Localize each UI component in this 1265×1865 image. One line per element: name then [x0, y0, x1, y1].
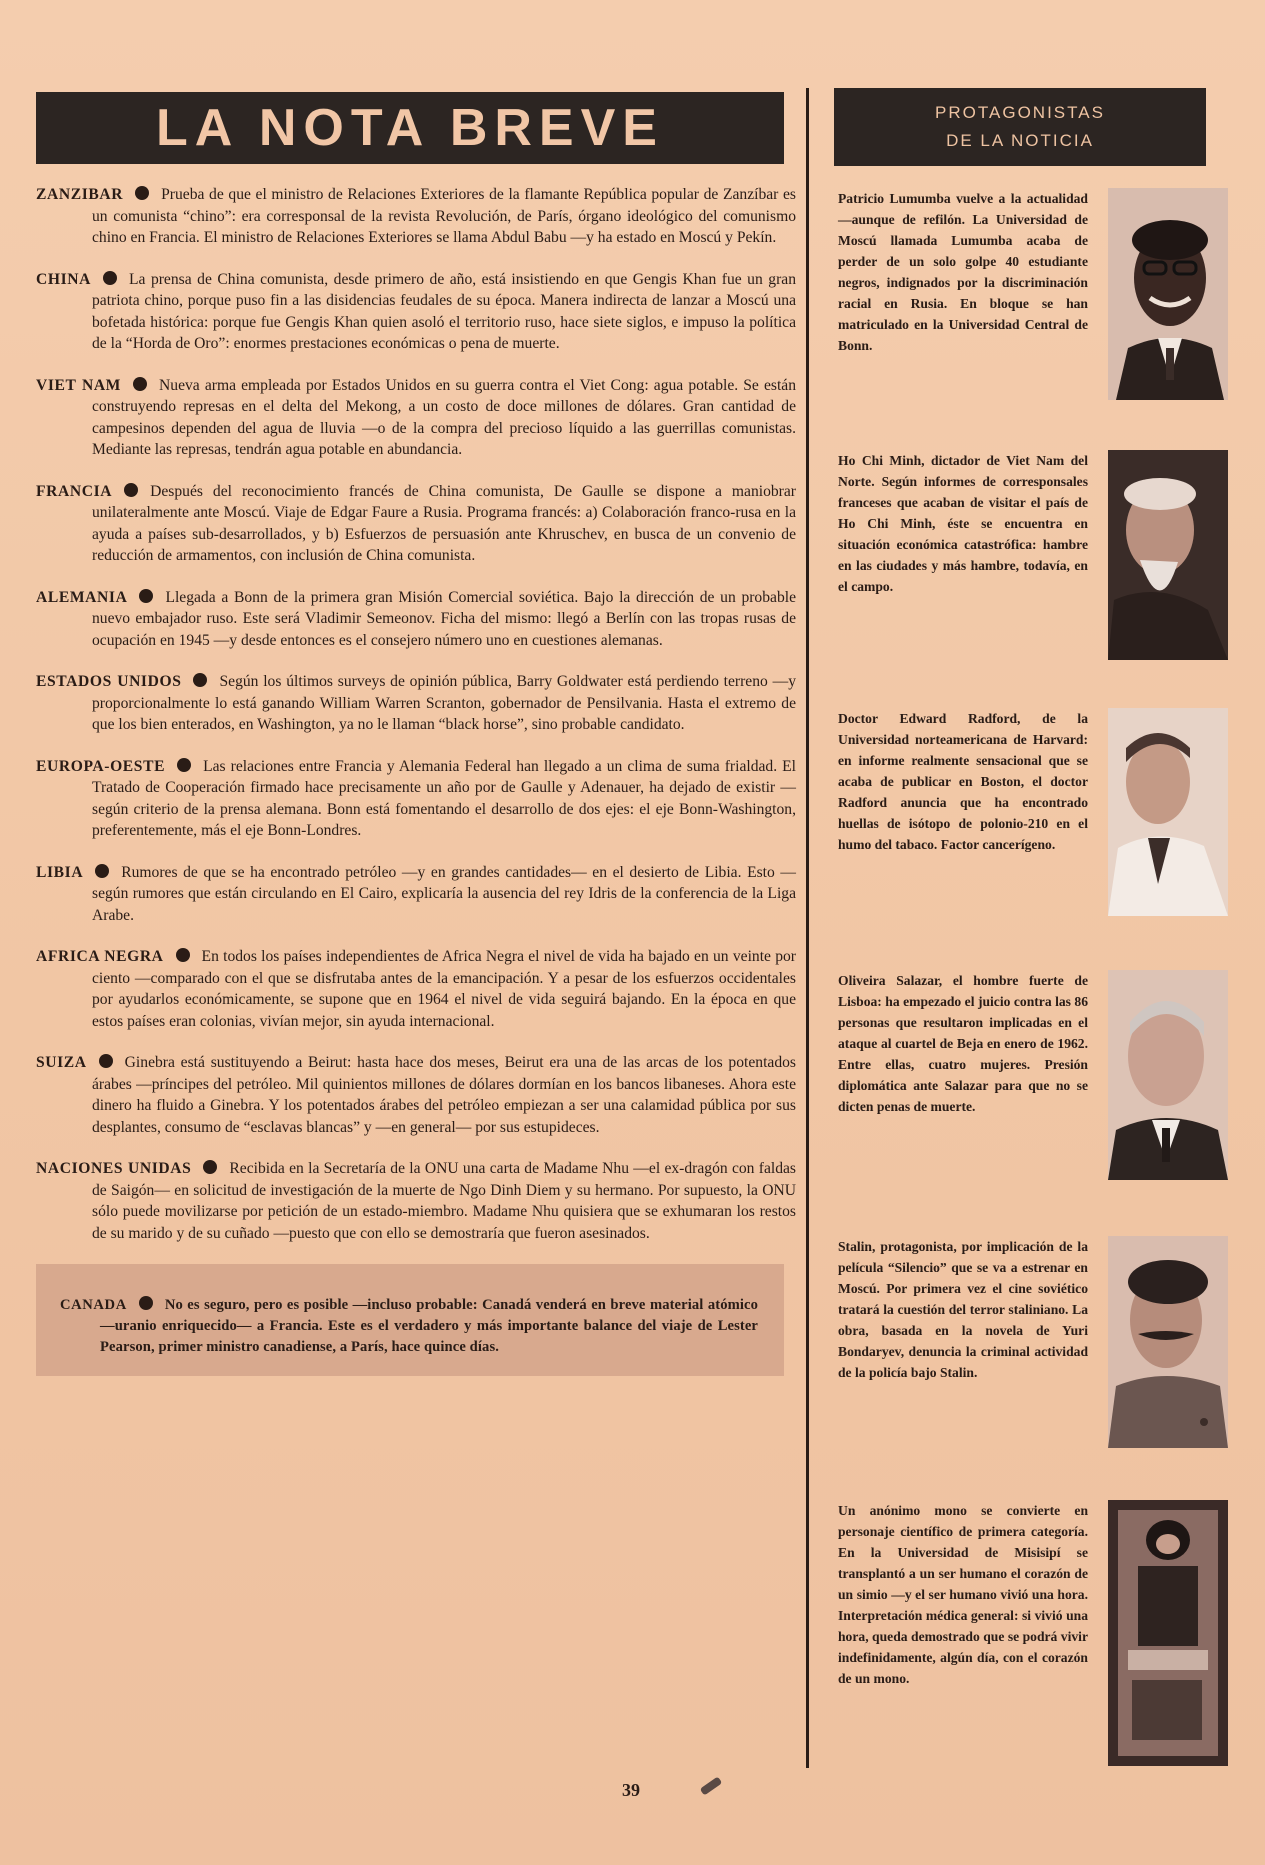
news-item-canada	[60, 1295, 758, 1358]
bullet-icon	[99, 1054, 113, 1068]
news-item-viet-nam	[36, 375, 796, 461]
news-item-naciones-unidas	[36, 1158, 796, 1244]
news-item-europa-oeste	[36, 756, 796, 842]
news-item-text: Después del reconocimiento francés de China comunista, De Gaulle se dispone a maniobrar unilateralmente ante Moscú. Viaje de Edgar Faure a Rusia. Programa francés: a) Colaboración franco-rusa en la ayuda a países sub-desarrollados, y b) Esfuerzos de persuasión ante Khruschev, en busca de un convenio de reducción de armamentos, con inclusión de China comunista.	[92, 482, 796, 564]
news-item-text: Prueba de que el ministro de Relaciones Exteriores de la flamante República popular de Zanzíbar es un comunista “chino”: era corresponsal de la revista Revolución, de París, órgano ideológico del comunismo chino en Francia. El ministro de Relaciones Exteriores se llama Abdul Babu —y ha estado en Moscú y Pekín.	[92, 186, 796, 246]
column-divider	[806, 88, 809, 1768]
profile-text: Patricio Lumumba vuelve a la actualidad —aunque de refilón. La Universidad de Moscú llamada Lumumba acaba de perder de un solo golpe 40 estudiante negros, indignados por la discriminación racial en Rusia. En bloque se han matriculado en la Universidad Central de Bonn.	[838, 191, 1088, 353]
news-item-country: LIBIA	[36, 863, 84, 881]
page-number: 39	[622, 1780, 640, 1800]
bullet-icon	[103, 271, 117, 285]
sidebar-title-line: DE LA NOTICIA	[946, 131, 1094, 150]
news-item-text: La prensa de China comunista, desde primero de año, está insistiendo en que Gengis Khan fue un gran patriota chino, porque puso fin a las disidencias feudales de su época. Manera indirecta de lanzar a Moscú una bofetada histórica: porque fue Gengis Khan quien asoló el territorio ruso, hace siete siglos, e impuso la política de la “Horda de Oro”: enormes prestaciones económicas o pena de muerte.	[92, 270, 796, 352]
portrait-icon	[1108, 1236, 1228, 1448]
news-item-alemania	[36, 587, 796, 652]
bullet-icon	[203, 1160, 217, 1174]
news-item-country: ALEMANIA	[36, 588, 128, 606]
portrait-photo	[1108, 450, 1228, 660]
sidebar-title-line: PROTAGONISTAS	[935, 103, 1105, 122]
bullet-icon	[193, 673, 207, 687]
title-banner	[36, 92, 784, 164]
profile-text: Oliveira Salazar, el hombre fuerte de Lisboa: ha empezado el juicio contra las 86 personas que resultaron implicadas en el ataque al cuartel de Beja en enero de 1962. Entre ellas, cuatro mujeres. Presión diplomática ante Salazar para que no se dicten penas de muerte.	[838, 973, 1088, 1114]
news-item-text: Rumores de que se ha encontrado petróleo —y en grandes cantidades— en el desierto de Libia. Esto —según rumores que están circulando en El Cairo, explicaría la ausencia del rey Idris de la conferencia de la Liga Arabe.	[92, 863, 796, 924]
news-item-text: En todos los países independientes de Africa Negra el nivel de vida ha bajado en un veinte por ciento —comparado con el que se disfrutaba antes de la emancipación. Y a pesar de los esfuerzos occidentales por ayudarlos económicamente, se supone que en 1964 el nivel de vida seguirá bajando. En la época en que estos países eran colonias, vivían mejor, sin ayuda internacional.	[92, 948, 796, 1030]
news-item-text: Las relaciones entre Francia y Alemania Federal han llegado a un clima de suma frialdad. El Tratado de Cooperación firmado hace precisamente un año por de Gaulle y Adenauer, ha dejado de existir —según criterio de la prensa alemana. Bonn está fomentando el desarrollo de dos ejes: el eje Bonn-Washington, preferentemente, más el eje Bonn-Londres.	[92, 757, 796, 839]
bullet-icon	[124, 483, 138, 497]
news-item-text: Nueva arma empleada por Estados Unidos en su guerra contra el Viet Cong: agua potable. Se están construyendo represas en el delta del Mekong, a un costo de doce millones de dólares. Gran cantidad de campesinos dependen del agua de lluvia —o de la compra del precioso líquido a las guerrillas comunistas. Mediante las represas, tendrán agua potable en abundancia.	[92, 376, 796, 458]
portrait-photo	[1108, 708, 1228, 916]
news-column	[36, 92, 796, 1376]
news-item-country: CHINA	[36, 270, 91, 288]
news-item-libia	[36, 862, 796, 927]
news-item-country: EUROPA-OESTE	[36, 757, 166, 775]
portrait-photo	[1108, 1500, 1228, 1766]
page-title: LA NOTA BREVE	[156, 99, 664, 157]
bullet-icon	[139, 589, 153, 603]
news-item-china	[36, 269, 796, 355]
protagonists-column	[834, 88, 1234, 1686]
news-items	[36, 184, 796, 1244]
sidebar-title-banner	[834, 88, 1206, 166]
news-item-country: SUIZA	[36, 1054, 87, 1071]
profile-text: Doctor Edward Radford, de la Universidad norteamericana de Harvard: en informe realmente sensacional que se acaba de publicar en Boston, el doctor Radford anuncia que ha encontrado huellas de isótopo de polonio-210 en el humo del tabaco. Factor cancerígeno.	[838, 711, 1088, 852]
bullet-icon	[133, 377, 147, 391]
news-item-country: AFRICA NEGRA	[36, 948, 164, 965]
portrait-icon	[1108, 1500, 1228, 1766]
portrait-photo	[1108, 970, 1228, 1180]
portrait-photo	[1108, 188, 1228, 400]
news-item-text: No es seguro, pero es posible —incluso probable: Canadá venderá en breve material atómico —uranio enriquecido— a Francia. Este es el verdadero y más importante balance del viaje de Lester Pearson, primer ministro canadiense, a París, hace quince días.	[100, 1296, 758, 1355]
portrait-photo	[1108, 1236, 1228, 1448]
canada-highlight-box	[36, 1264, 784, 1376]
news-item-text: Recibida en la Secretaría de la ONU una carta de Madame Nhu —el ex-dragón con faldas de Saigón— en solicitud de investigación de la muerte de Ngo Dinh Diem y su hermano. Por supuesto, la ONU sólo puede movilizarse por petición de un estado-miembro. Madame Nhu quisiera que se exhumaran los restos de su marido y de su cuñado —puesto que con ello se demostraría que fueron asesinados.	[92, 1160, 796, 1242]
bullet-icon	[95, 864, 109, 878]
news-item-text: Según los últimos surveys de opinión pública, Barry Goldwater está perdiendo terreno —y proporcionalmente lo está ganando William Warren Scranton, gobernador de Pensilvania. Hasta el extremo de que los bien enterados, en Washington, ya no le llaman “black horse”, sino probable candidato.	[92, 673, 796, 733]
pen-mark	[700, 1776, 723, 1795]
bullet-icon	[139, 1296, 153, 1310]
profile-text: Ho Chi Minh, dictador de Viet Nam del Norte. Según informes de corresponsales franceses que acaban de visitar el país de Ho Chi Minh, éste se encuentra en situación económica catastrófica: hambre en las ciudades y más hambre, todavía, en el campo.	[838, 453, 1088, 594]
news-item-country: ZANZIBAR	[36, 186, 124, 203]
portrait-icon	[1108, 450, 1228, 660]
news-item-text: Ginebra está sustituyendo a Beirut: hasta hace dos meses, Beirut era una de las arcas de los potentados árabes —príncipes del petróleo. Mil quinientos millones de dólares dormían en los bancos libaneses. Ahora este dinero ha fluido a Ginebra. Y los potentados árabes del petróleo empiezan a ser una calamidad pública por sus desplantes, consumo de “esclavas blancas” y —en general— por sus estupideces.	[92, 1054, 796, 1136]
portrait-icon	[1108, 188, 1228, 400]
news-item-country: VIET NAM	[36, 376, 122, 394]
profile-text: Un anónimo mono se convierte en personaje científico de primera categoría. En la Universidad de Misisipí se transplantó a un ser humano el corazón de un simio —y el ser humano vivió una hora. Interpretación médica general: si vivió una hora, queda demostrado que se podrá vivir indefinidamente, algún día, con el corazón de un mono.	[838, 1503, 1088, 1686]
news-item-africa-negra	[36, 946, 796, 1032]
news-item-country: CANADA	[60, 1296, 127, 1313]
news-item-country: FRANCIA	[36, 482, 113, 500]
news-item-francia	[36, 481, 796, 567]
portrait-icon	[1108, 970, 1228, 1180]
news-item-estados-unidos	[36, 671, 796, 736]
portrait-icon	[1108, 708, 1228, 916]
news-item-country: NACIONES UNIDAS	[36, 1160, 192, 1177]
news-item-zanzibar	[36, 184, 796, 249]
profile-text: Stalin, protagonista, por implicación de la película “Silencio” que se va a estrenar en Moscú. Por primera vez el cine soviético tratará la cuestión del terror staliniano. La obra, basada en la novela de Yuri Bondaryev, denuncia la criminal actividad de la policía bajo Stalin.	[838, 1239, 1088, 1380]
news-item-suiza	[36, 1052, 796, 1138]
bullet-icon	[177, 758, 191, 772]
news-item-text: Llegada a Bonn de la primera gran Misión Comercial soviética. Bajo la dirección de un probable nuevo embajador ruso. Este será Vladimir Semeonov. Ficha del mismo: llegó a Berlín con las tropas rusas de ocupación en 1945 —y desde entonces es el consejero número uno en cuestiones alemanas.	[92, 588, 796, 649]
bullet-icon	[135, 186, 149, 200]
bullet-icon	[176, 948, 190, 962]
news-item-country: ESTADOS UNIDOS	[36, 673, 182, 690]
